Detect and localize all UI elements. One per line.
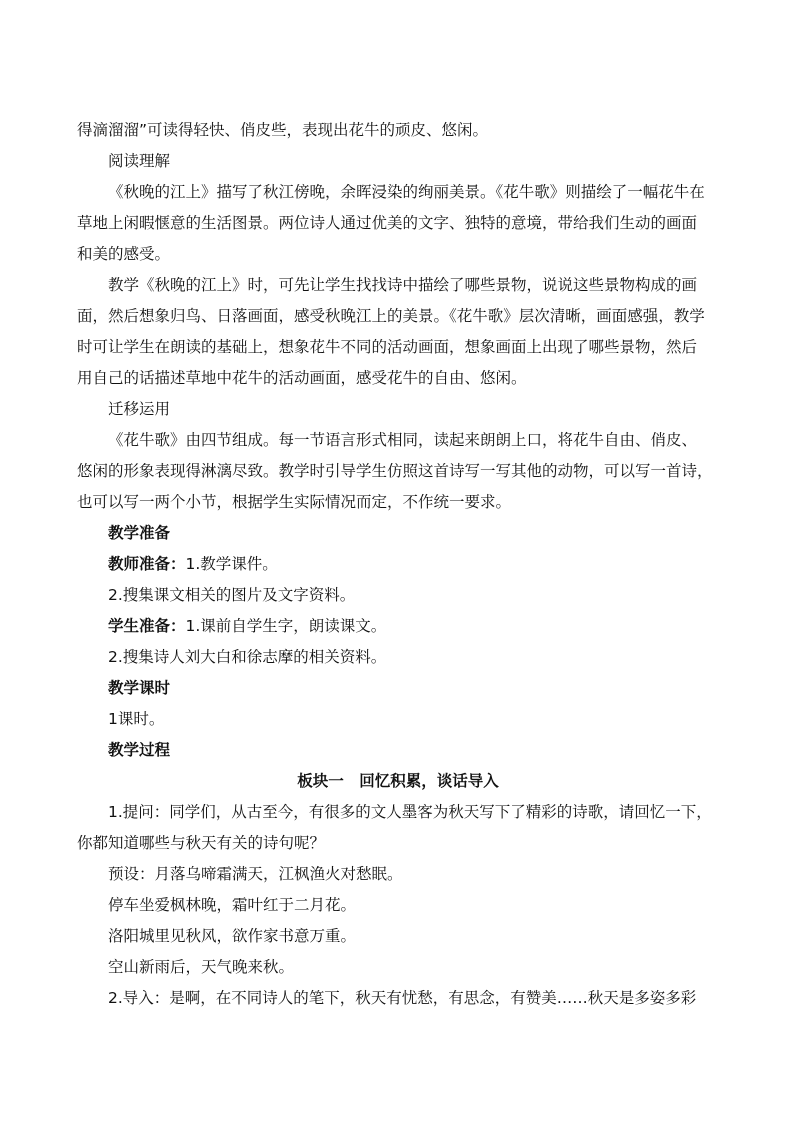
document-body bbox=[77, 115, 719, 1014]
block-one-title: 板块一 回忆积累，谈话导入 bbox=[297, 772, 499, 790]
teacher-prep-line bbox=[77, 549, 719, 580]
poem-line: 停车坐爱枫林晚，霜叶红于二月花。 bbox=[108, 896, 357, 914]
paragraph-line: 预设：月落乌啼霜满天，江枫渔火对愁眠。 bbox=[108, 865, 403, 883]
paragraph-line: 悠闲的形象表现得淋漓尽致。教学时引导学生仿照这首诗写一写其他的动物，可以写一首诗， bbox=[77, 462, 713, 480]
student-prep-label: 学生准备： bbox=[108, 617, 186, 635]
paragraph-line: 1课时。 bbox=[108, 710, 165, 728]
teacher-prep-label: 教师准备： bbox=[108, 555, 186, 573]
paragraph-line: 2.搜集课文相关的图片及文字资料。 bbox=[108, 586, 356, 604]
paragraph-line: 面，然后想象归鸟、日落画面，感受秋晚江上的美景。《花牛歌》层次清晰，画面感强，教学 bbox=[77, 307, 705, 325]
paragraph-line: 你都知道哪些与秋天有关的诗句呢？ bbox=[77, 834, 326, 852]
paragraph-line: 教学《秋晚的江上》时，可先让学生找找诗中描绘了哪些景物，说说这些景物构成的画 bbox=[108, 276, 698, 294]
student-prep-line bbox=[77, 611, 719, 642]
heading-process: 教学过程 bbox=[108, 741, 171, 759]
paragraph-line: 2.搜集诗人刘大白和徐志摩的相关资料。 bbox=[108, 648, 387, 666]
paragraph-line: 也可以写一两个小节，根据学生实际情况而定，不作统一要求。 bbox=[77, 493, 512, 511]
paragraph-line: 《秋晚的江上》描写了秋江傍晚，余晖浸染的绚丽美景。《花牛歌》则描绘了一幅花牛在 bbox=[108, 183, 705, 201]
section-label-transfer: 迁移运用 bbox=[108, 400, 171, 418]
paragraph-line: 2.导入：是啊，在不同诗人的笔下，秋天有忧愁，有思念，有赞美……秋天是多姿多彩 bbox=[108, 989, 697, 1007]
paragraph-line: 1.提问：同学们，从古至今，有很多的文人墨客为秋天写下了精彩的诗歌，请回忆一下， bbox=[108, 803, 712, 821]
paragraph-line: 时可让学生在朗读的基础上，想象花牛不同的活动画面，想象画面上出现了哪些景物，然后 bbox=[77, 338, 698, 356]
heading-class-hours: 教学课时 bbox=[108, 679, 171, 697]
poem-line: 空山新雨后，天气晚来秋。 bbox=[108, 958, 295, 976]
section-label-reading: 阅读理解 bbox=[108, 152, 171, 170]
paragraph-line: 得滴溜溜”可读得轻快、俏皮些，表现出花牛的顽皮、悠闲。 bbox=[77, 121, 489, 139]
paragraph-line: 用自己的话描述草地中花牛的活动画面，感受花牛的自由、悠闲。 bbox=[77, 369, 527, 387]
student-prep-item: 1.课前自学生字，朗读课文。 bbox=[185, 617, 387, 635]
poem-line: 洛阳城里见秋风，欲作家书意万重。 bbox=[108, 927, 357, 945]
paragraph-line: 《花牛歌》由四节组成。每一节语言形式相同，读起来朗朗上口，将花牛自由、俏皮、 bbox=[108, 431, 698, 449]
paragraph-line: 草地上闲暇惬意的生活图景。两位诗人通过优美的文字、独特的意境，带给我们生动的画面 bbox=[77, 214, 698, 232]
heading-preparation: 教学准备 bbox=[108, 524, 171, 542]
paragraph-line: 和美的感受。 bbox=[77, 245, 171, 263]
teacher-prep-item: 1.教学课件。 bbox=[185, 555, 278, 573]
